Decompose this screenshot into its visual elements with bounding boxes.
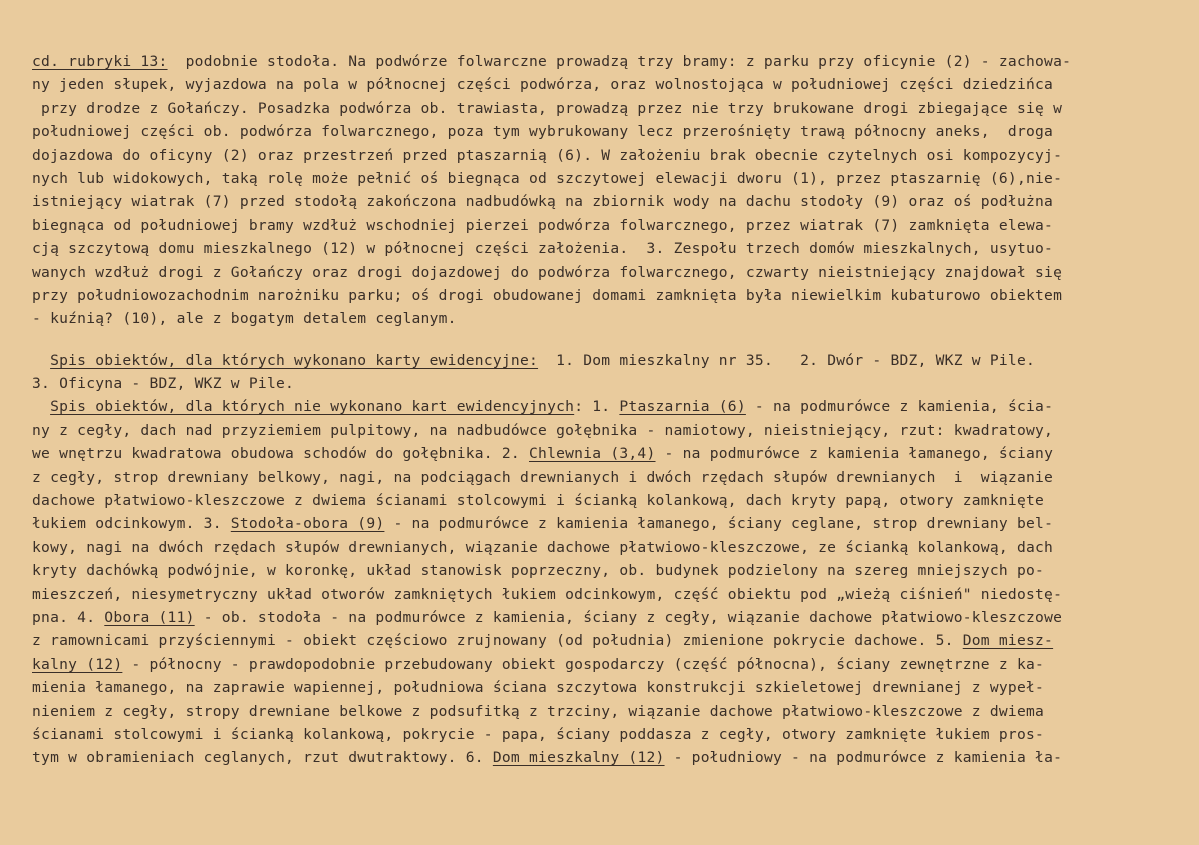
underlined-heading: Obora (11) [104,608,195,626]
text-segment: przy drodze z Gołańczy. Posadzka podwórza ob. trawiasta, prowadzą przez nie trzy brukowane drogi zbiegające się w [32,99,1063,117]
text-line [32,214,1191,237]
text-segment: przy południowozachodnim narożniku parku; oś drogi obudowanej domami zamknięta była niewielkim kubaturowo obiektem [32,286,1063,304]
text-segment: mieszczeń, niesymetryczny układ otworów zamkniętych łukiem odcinkowym, część obiektu pod „wieżą ciśnień" niedostę- [32,585,1063,603]
text-segment [32,398,50,415]
text-line [32,746,1191,769]
text-segment: cją szczytową domu mieszkalnego (12) w północnej części założenia. 3. Zespołu trzech domów mieszkalnych, usytuo- [32,240,1054,258]
text-line [32,583,1191,606]
paragraph-inventoried-objects [32,349,1191,396]
text-segment: południowej części ob. podwórza folwarcznego, poza tym wybrukowany lecz przerośnięty trawą północny aneks, droga [32,123,1054,141]
text-segment: mienia łamanego, na zaprawie wapiennej, południowa ściana szczytowa konstrukcji szkieletowej drewnianej z wypeł- [32,679,1045,697]
text-segment [32,352,50,369]
text-line [32,167,1191,190]
text-segment: - kuźnią? (10), ale z bogatym detalem ceglanym. [32,310,457,328]
text-line [32,395,1191,418]
text-segment: 3. Oficyna - BDZ, WKZ w Pile. [32,375,295,393]
underlined-heading: Dom miesz- [962,632,1054,650]
text-line [32,73,1191,96]
text-line [32,629,1191,652]
text-segment: pna. 4. [32,608,105,626]
paragraph-uninventoried-objects [32,395,1191,769]
text-segment: biegnąca od południowej bramy wzdłuż wschodniej pierzei podwórza folwarcznego, przez wiatrak (7) zamknięta elewa- [32,216,1054,234]
text-segment: wanych wzdłuż drogi z Gołańczy oraz drogi dojazdowej do podwórza folwarcznego, czwarty nieistniejący znajdował się [32,263,1063,281]
text-line [32,442,1191,465]
text-segment: 1. Dom mieszkalny nr 35. 2. Dwór - BDZ, WKZ w Pile. [538,351,1036,369]
text-line [32,50,1191,73]
underlined-heading: Stodoła-obora (9) [230,515,385,533]
underlined-heading: Spis obiektów, dla których wykonano karty ewidencyjne: [50,351,539,369]
text-segment: z cegły, strop drewniany belkowy, nagi, na podciągach drewnianych i dwóch rzędach słupów drewnianych i wiązanie [32,468,1054,486]
text-line [32,559,1191,582]
text-segment: łukiem odcinkowym. 3. [32,515,231,533]
text-line [32,284,1191,307]
text-line [32,97,1191,120]
text-line [32,606,1191,629]
underlined-heading: Spis obiektów, dla których nie wykonano kart ewidencyjnych [50,398,575,416]
text-segment: ny jeden słupek, wyjazdowa na pola w północnej części podwórza, oraz wolnostojąca w południowej części dziedzińca [32,76,1054,94]
text-line [32,512,1191,535]
text-segment: tym w obramieniach ceglanych, rzut dwutraktowy. 6. [32,749,493,767]
text-line [32,190,1191,213]
text-segment: ny z cegły, dach nad przyziemiem pulpitowy, na nadbudówce gołębnika - namiotowy, nieistniejący, rzut: kwadratowy, [32,421,1054,439]
text-segment: - na podmurówce z kamienia łamanego, ściany ceglane, strop drewniany bel- [384,515,1054,533]
text-segment: kowy, nagi na dwóch rzędach słupów drewnianych, wiązanie dachowe płatwiowo-kleszczowe, ze ścianką kolankową, dach [32,538,1054,556]
text-line [32,120,1191,143]
text-line [32,307,1191,330]
underlined-heading: Dom mieszkalny (12) [492,749,665,767]
text-line [32,700,1191,723]
paragraph-description [32,50,1191,331]
text-segment: z ramownicami przyściennymi - obiekt częściowo zrujnowany (od południa) zmienione pokrycie dachowe. 5. [32,632,963,650]
text-segment: - północny - prawdopodobnie przebudowany obiekt gospodarczy (część północna), ściany zewnętrzne z ka- [122,655,1045,673]
text-segment: ścianami stolcowymi i ścianką kolankową, pokrycie - papa, ściany poddasza z cegły, otwory zamknięte łukiem pros- [32,725,1045,743]
text-segment: dojazdowa do oficyny (2) oraz przestrzeń przed ptaszarnią (6). W założeniu brak obecnie czytelnych osi kompozycyj- [32,146,1063,164]
text-line [32,653,1191,676]
underlined-heading: Ptaszarnia (6) [619,398,746,416]
underlined-heading: kalny (12) [32,655,123,673]
text-line [32,261,1191,284]
text-segment: nieniem z cegły, stropy drewniane belkowe z podsufitką z trzciny, wiązanie dachowe płatwiowo-kleszczowe z dwiema [32,702,1045,720]
underlined-heading: cd. rubryki 13: [32,53,168,70]
text-segment: - na podmurówce z kamienia, ścia- [745,398,1054,416]
text-line [32,144,1191,167]
text-segment: - południowy - na podmurówce z kamienia ła- [664,749,1063,767]
text-line [32,349,1191,372]
text-line [32,489,1191,512]
text-segment: - ob. stodoła - na podmurówce z kamienia, ściany z cegły, wiązanie dachowe płatwiowo-kleszczowe [194,608,1063,626]
underlined-heading: Chlewnia (3,4) [529,445,656,463]
text-segment: istniejący wiatrak (7) przed stodołą zakończona nadbudówką na zbiornik wody na dachu stodoły (9) oraz oś podłużna [32,193,1054,211]
text-line [32,237,1191,260]
text-segment: : 1. [574,398,620,416]
text-line [32,419,1191,442]
text-line [32,723,1191,746]
text-segment: we wnętrzu kwadratowa obudowa schodów do gołębnika. 2. [32,445,529,463]
text-line [32,372,1191,395]
text-segment: nych lub widokowych, taką rolę może pełnić oś biegnąca od szczytowej elewacji dworu (1), przez ptaszarnię (6),nie- [32,169,1063,187]
text-segment: podobnie stodoła. Na podwórze folwarczne prowadzą trzy bramy: z parku przy oficynie (2) - zachowa- [167,53,1072,70]
text-segment: dachowe płatwiowo-kleszczowe z dwiema ścianami stolcowymi i ścianką kolankową, dach kryty papą, otwory zamknięte [32,492,1045,510]
text-line [32,536,1191,559]
text-line [32,676,1191,699]
text-segment: - na podmurówce z kamienia łamanego, ściany [655,445,1054,463]
text-line [32,466,1191,489]
paragraph-gap [32,331,1191,349]
text-segment: kryty dachówką podwójnie, w koronkę, układ stanowisk poprzeczny, ob. budynek podzielony na szereg mniejszych po- [32,562,1045,580]
